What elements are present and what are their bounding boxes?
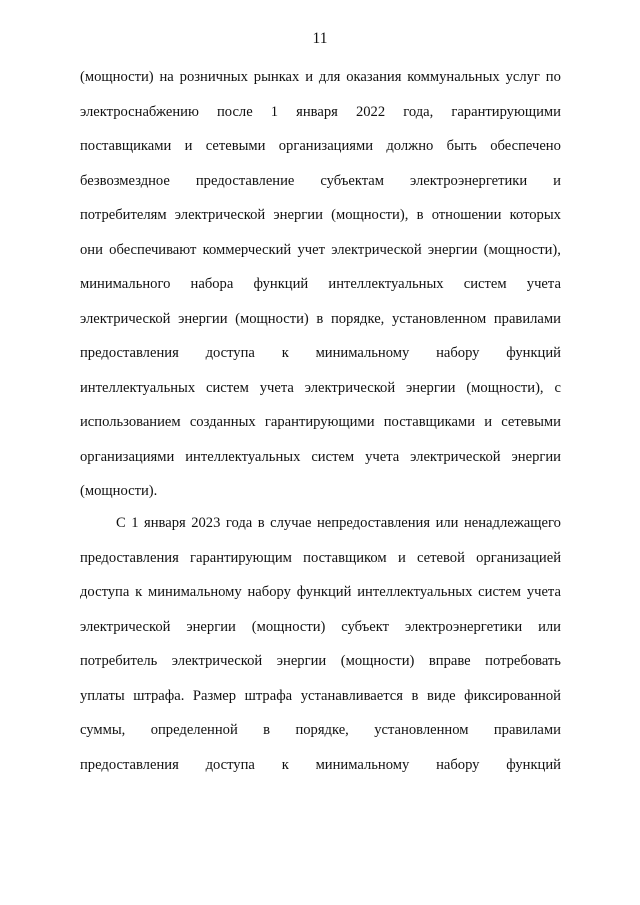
text-line: [80, 413, 561, 448]
word: по: [545, 69, 561, 85]
word: штрафа.: [133, 687, 185, 704]
word: функций: [296, 584, 352, 600]
text-line: [80, 379, 561, 414]
word: непредоставления: [317, 515, 431, 531]
word: установленном: [374, 722, 469, 738]
text-line: [80, 618, 561, 653]
word: интеллектуальных: [80, 379, 196, 396]
word: организацией: [476, 549, 561, 566]
word: учета: [526, 584, 561, 600]
word: и: [553, 172, 561, 189]
word: безвозмездное: [80, 172, 170, 189]
word: обеспечено: [490, 138, 561, 154]
word: которых: [509, 207, 561, 223]
word: энергии: [186, 618, 236, 635]
word: ненадлежащего: [463, 515, 561, 531]
word: потребитель: [80, 653, 158, 669]
text-line: [80, 583, 561, 618]
word: энергии: [511, 448, 561, 465]
text-line: [80, 687, 561, 722]
word: интеллектуальных: [185, 448, 301, 465]
word: (мощности): [251, 618, 326, 635]
word: использованием: [80, 414, 181, 430]
word: к: [281, 756, 289, 773]
word: набору: [436, 756, 480, 773]
word: (мощности): [80, 69, 154, 85]
word: они: [80, 241, 103, 258]
word: установленном: [391, 310, 487, 327]
word: 2023: [191, 515, 221, 531]
word: определенной: [150, 722, 238, 738]
word: на: [159, 69, 174, 85]
word: с: [554, 379, 561, 396]
word: организациями: [80, 448, 175, 465]
text-line: [80, 448, 561, 483]
word: систем: [311, 448, 355, 465]
text-line: [80, 482, 561, 517]
word: электроэнергетики: [410, 172, 528, 189]
word: систем: [206, 379, 249, 396]
word: предоставления: [80, 756, 179, 773]
word: гарантирующими: [264, 414, 375, 430]
word: минимальному: [315, 756, 410, 773]
word: случае: [270, 515, 312, 531]
word: обеспечивают: [109, 241, 197, 258]
word: систем: [463, 276, 507, 292]
word: учета: [259, 379, 294, 396]
word: энергии: [406, 379, 456, 396]
word: оказания: [346, 69, 402, 85]
text-line: [80, 137, 561, 172]
word: порядке,: [330, 310, 385, 327]
word: января: [144, 515, 186, 531]
word: энергии: [427, 241, 478, 258]
word: услуг: [505, 69, 540, 85]
word: потребителям: [80, 207, 167, 223]
word: учета: [526, 276, 561, 292]
word: отношении: [431, 207, 502, 223]
word: года: [225, 515, 253, 531]
word: сетевыми: [501, 414, 561, 430]
word: электрической: [174, 207, 266, 223]
word: и: [397, 549, 406, 566]
word: субъектам: [320, 172, 385, 189]
word: набору: [247, 584, 291, 600]
word: и: [184, 138, 193, 154]
word: правилами: [493, 722, 561, 738]
word: после: [216, 103, 253, 120]
word: правилами: [493, 310, 561, 327]
word: электроснабжению: [80, 103, 199, 120]
word: набору: [436, 345, 480, 361]
word: 1: [270, 103, 279, 120]
word: функций: [506, 345, 561, 361]
text-line: [80, 514, 561, 549]
word: порядке,: [295, 722, 349, 738]
word: минимальному: [148, 584, 242, 600]
text-line: [80, 652, 561, 687]
text-line: [80, 756, 561, 791]
text-line: [80, 344, 561, 379]
word: энергии: [273, 207, 323, 223]
word: потребовать: [485, 653, 561, 669]
word: и: [305, 69, 314, 85]
word: (мощности): [340, 653, 415, 669]
word: (мощности),: [466, 379, 544, 396]
word: энергии: [276, 653, 327, 669]
word: электрической: [304, 379, 396, 396]
word: поставщиками: [80, 138, 172, 154]
word: электроэнергетики: [404, 618, 523, 635]
text-line: [80, 241, 561, 276]
word: уплаты: [80, 687, 125, 704]
word: (мощности): [235, 310, 309, 327]
paragraph-1: [80, 68, 561, 517]
word: функций: [253, 276, 309, 292]
word: коммерческий: [202, 241, 292, 258]
word: должно: [386, 138, 434, 154]
word: 1: [131, 515, 139, 531]
word: января: [296, 103, 338, 120]
word: интеллектуальных: [357, 584, 473, 600]
word: Размер: [192, 687, 237, 704]
word: электрической: [171, 653, 263, 669]
text-line: [80, 206, 561, 241]
word: учет: [297, 241, 325, 258]
text-line: [80, 310, 561, 345]
word: сетевыми: [205, 138, 266, 154]
word: поставщиком: [303, 549, 387, 566]
word: организациями: [278, 138, 374, 154]
word: предоставления: [80, 549, 179, 566]
word: (мощности),: [331, 207, 409, 223]
word: в: [316, 310, 324, 327]
word: устанавливается: [300, 687, 403, 704]
word: доступа: [205, 756, 255, 773]
word: набора: [190, 276, 234, 292]
word: учета: [365, 448, 400, 465]
word: гарантирующим: [190, 549, 292, 566]
word: быть: [446, 138, 477, 154]
paragraph-2: [80, 514, 561, 790]
word: минимальному: [315, 345, 410, 361]
word: рынках: [253, 69, 300, 85]
word: созданных: [189, 414, 256, 430]
word: функций: [506, 756, 561, 773]
word: электрической: [80, 310, 171, 327]
page-number: 11: [312, 30, 328, 47]
word: сетевой: [417, 549, 465, 566]
word: электрической: [410, 448, 501, 465]
word: энергии: [178, 310, 228, 327]
word: года,: [403, 103, 434, 120]
word: штрафа: [244, 687, 293, 704]
text-line: [80, 68, 561, 103]
word: коммунальных: [407, 69, 500, 85]
word: минимального: [80, 276, 171, 292]
word: суммы,: [80, 722, 126, 738]
word: или: [538, 618, 561, 635]
word: в: [263, 722, 271, 738]
word: предоставление: [195, 172, 295, 189]
word: субъект: [341, 618, 390, 635]
word: электрической: [331, 241, 422, 258]
word: интеллектуальных: [328, 276, 444, 292]
word: поставщиками: [383, 414, 476, 430]
word: в: [257, 515, 265, 531]
word: систем: [478, 584, 522, 600]
word: для: [318, 69, 341, 85]
text-line: [80, 172, 561, 207]
word: в: [416, 207, 424, 223]
word: розничных: [179, 69, 248, 85]
text-line: [80, 549, 561, 584]
word: и: [484, 414, 493, 430]
word: к: [281, 345, 289, 361]
text-line: [80, 721, 561, 756]
word: С: [116, 515, 126, 531]
word: фиксированной: [464, 687, 561, 704]
word: предоставления: [80, 345, 179, 361]
word: гарантирующими: [451, 103, 561, 120]
text-line: [80, 103, 561, 138]
word: доступа: [205, 345, 255, 361]
word: доступа: [80, 584, 130, 600]
word: 2022: [355, 103, 386, 120]
word: (мощности).: [80, 483, 158, 499]
word: виде: [427, 687, 456, 704]
word: (мощности),: [483, 241, 561, 258]
word: электрической: [80, 618, 171, 635]
word: вправе: [428, 653, 471, 669]
word: к: [135, 584, 143, 600]
word: в: [411, 687, 419, 704]
word: или: [435, 515, 459, 531]
text-line: [80, 275, 561, 310]
